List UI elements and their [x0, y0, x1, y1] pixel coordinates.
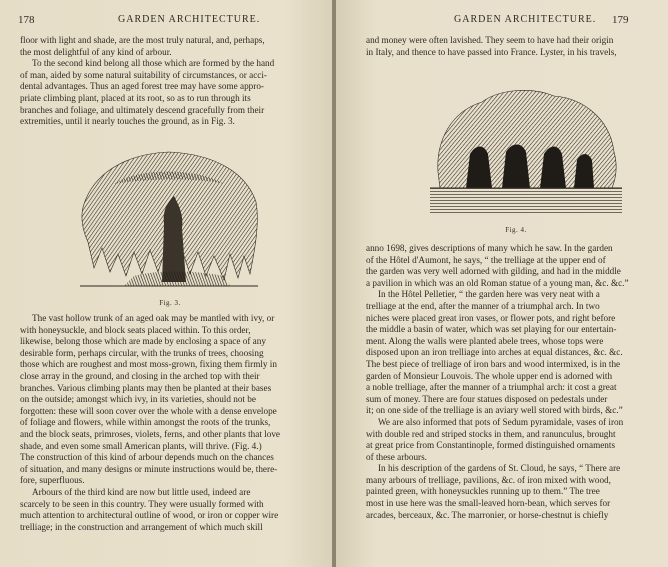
- body-text-bottom: [20, 313, 320, 533]
- text-line: a pavilion in which was an old Roman statue of a young man, &c. &c.”: [366, 277, 629, 288]
- text-line: garden of Monsieur Louvois. The whole upper end is adorned with: [366, 370, 613, 381]
- fig4-tree-arbour-illustration: [426, 82, 626, 224]
- running-head: GARDEN ARCHITECTURE.: [454, 14, 597, 25]
- fig3-weeping-tree-illustration: [74, 144, 264, 292]
- text-line: of situation, and many designs or minute instructions would be, there-: [20, 463, 278, 474]
- text-line: much attention to architectural outline of wood, or iron or copper wire: [20, 510, 279, 521]
- text-line: most in use here was the small-leaved horn-bean, which serves for: [366, 498, 611, 509]
- text-line: shade, and even some small American plants, will thrive. (Fig. 4.): [20, 440, 262, 451]
- text-line: many arbours of trelliage, pavilions, &c. of iron mixed with wood,: [366, 474, 611, 485]
- text-line: of foliage and flowers, while within amongst the roots of the trunks,: [20, 417, 271, 428]
- text-line: arcades, berceaux, &c. The marronier, or horse-chestnut is chiefly: [366, 509, 609, 520]
- text-line: the middle a basin of water, which was set playing for our entertain-: [366, 324, 617, 335]
- text-line: and the block seats, primroses, violets, ferns, and other plants that love: [20, 428, 280, 439]
- text-line: fore, superfluous.: [20, 475, 85, 486]
- text-line: floor with light and shade, are the most truly natural, and, perhaps,: [20, 35, 265, 45]
- text-line: likewise, belong those which are made by enclosing a space of any: [20, 336, 266, 347]
- text-line: the most delightful of any kind of arbour.: [20, 46, 172, 57]
- text-line: in Italy, and thence to have passed into France. Lyster, in his travels,: [366, 46, 617, 57]
- text-line: disposed upon an iron trelliage into arches at equal distances, &c. &c.: [366, 347, 623, 358]
- text-line: In his description of the gardens of St. Cloud, he says, “ There are: [378, 463, 621, 474]
- text-line: The vast hollow trunk of an aged oak may be mantled with ivy, or: [32, 313, 275, 323]
- text-line: forgotten: these will soon cover over the whole with a dense envelope: [20, 405, 277, 416]
- text-line: it; on one side of the trelliage is an aviary well stored with birds, &c.”: [366, 405, 623, 416]
- text-line: The construction of this kind of arbour depends much on the chances: [20, 452, 274, 463]
- text-line: desirable form, perhaps circular, with the trunks of trees, choosing: [20, 347, 264, 358]
- running-head: GARDEN ARCHITECTURE.: [118, 14, 261, 25]
- text-line: The best piece of trelliage of iron bars and wood intermixed, is in the: [366, 358, 621, 369]
- text-line: anno 1698, gives descriptions of many which he saw. In the garden: [366, 243, 613, 253]
- text-line: trelliage; in the construction and arrangement of which much skill: [20, 521, 263, 532]
- text-line: close array in the ground, and closing in the arched top with their: [20, 370, 260, 381]
- text-line: at great price from Constantinople, formed distinguished ornaments: [366, 440, 616, 451]
- text-line: ment. Along the walls were planted abele trees, whose tops were: [366, 335, 604, 346]
- body-text-bottom: [366, 243, 656, 521]
- text-line: of these arbours.: [366, 451, 427, 462]
- text-line: with double red and striped stocks in them, and ranunculus, brought: [366, 428, 616, 439]
- text-line: branches and foliage, and ultimately descend gracefully from their: [20, 104, 265, 115]
- fig4-caption: Fig. 4.: [505, 226, 527, 234]
- body-text-top: [366, 35, 656, 58]
- text-line: the garden was very well adorned with gilding, and had in the middle: [366, 266, 621, 277]
- text-line: with honeysuckle, and block seats placed within. To this order,: [20, 324, 251, 335]
- text-line: branches. Various climbing plants may then be planted at their bases: [20, 382, 272, 393]
- text-line: To the second kind belong all those which are formed by the hand: [32, 58, 275, 69]
- text-line: a noble trelliage, after the manner of a triumphal arch: it cost a great: [366, 382, 617, 393]
- text-line: those which are roughest and most moss-grown, fixing them firmly in: [20, 359, 277, 370]
- body-text-top: [20, 35, 320, 128]
- text-line: and money were often lavished. They seem to have had their origin: [366, 35, 614, 45]
- text-line: extremities, until it nearly touches the ground, as in Fig. 3.: [20, 116, 235, 127]
- page-number: 178: [18, 14, 35, 26]
- text-line: sum of money. There are four statues disposed on pedestals under: [366, 393, 608, 404]
- text-line: priate climbing plant, placed at its root, so as to run through its: [20, 92, 251, 103]
- text-line: dental advantages. Thus an aged forest tree may have some appro-: [20, 81, 264, 92]
- text-line: painted green, with honeysuckles running up to them.” The tree: [366, 486, 600, 497]
- right-page: [336, 0, 668, 567]
- text-line: trelliage at the end, after the manner of a triumphal arch. In two: [366, 300, 600, 311]
- text-line: on the outside; amongst which ivy, in its varieties, should not be: [20, 394, 256, 405]
- text-line: In the Hôtel Pelletier, “ the garden here was very neat with a: [378, 289, 600, 300]
- text-line: niches were placed great iron vases, or flower pots, and right before: [366, 312, 616, 323]
- text-line: of man, aided by some natural suitability of circumstances, or acci-: [20, 69, 267, 80]
- text-line: scarcely to be seen in this country. They were usually formed with: [20, 498, 264, 509]
- text-line: of the Hôtel d'Aumont, he says, “ the trelliage at the upper end of: [366, 254, 606, 265]
- page-number: 179: [612, 14, 629, 26]
- text-line: We are also informed that pots of Sedum pyramidale, vases of iron: [378, 416, 624, 427]
- fig3-caption: Fig. 3.: [159, 299, 181, 307]
- text-line: Arbours of the third kind are now but little used, indeed are: [32, 486, 251, 497]
